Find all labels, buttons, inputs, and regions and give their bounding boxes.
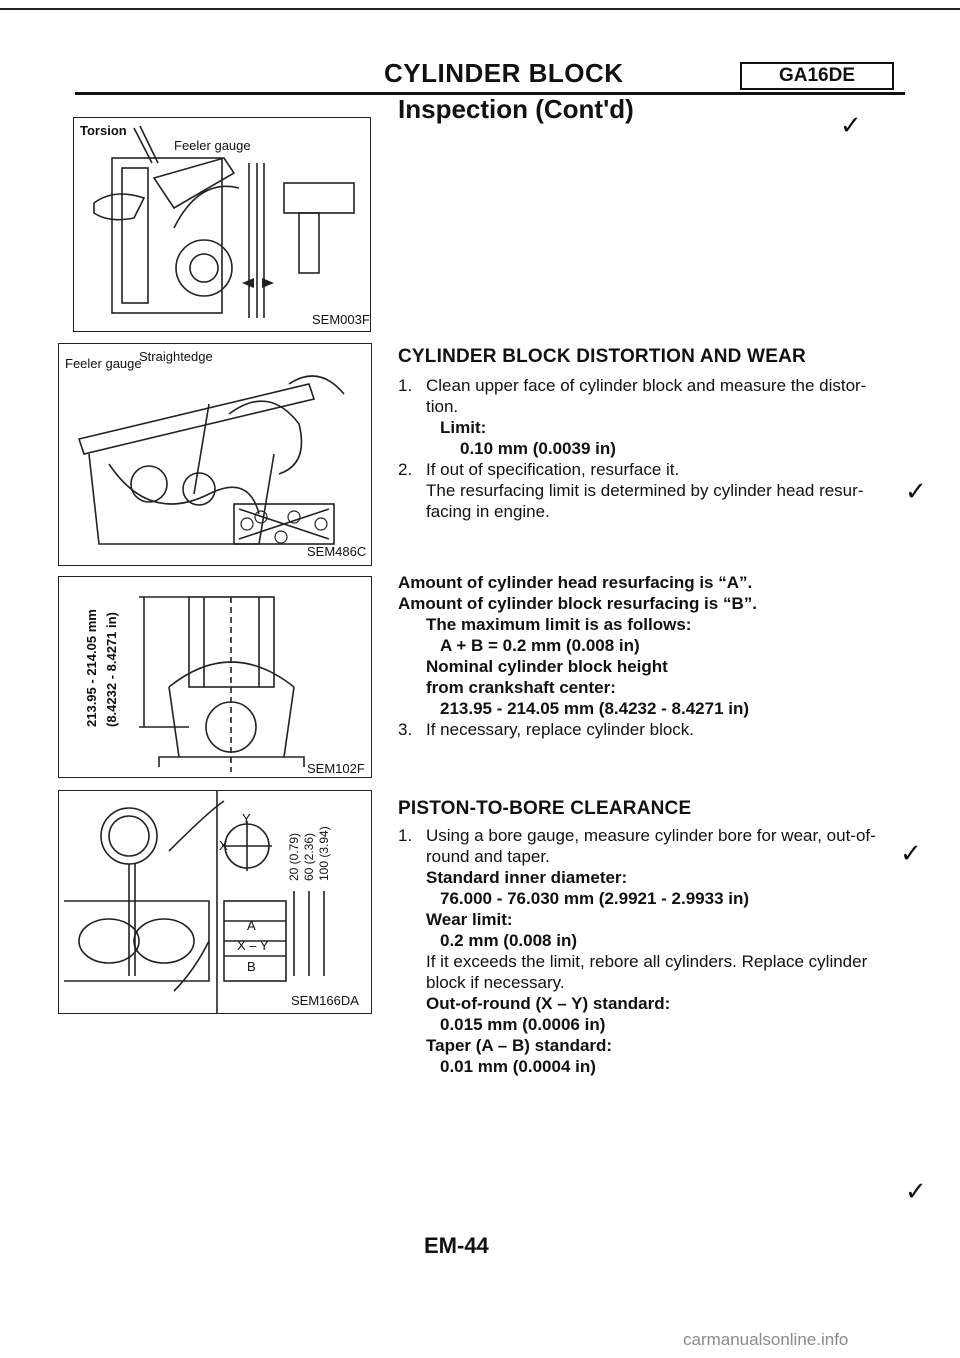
step-number: 1. <box>398 376 413 395</box>
step-number: 2. <box>398 460 413 479</box>
dimension-mm: 213.95 - 214.05 mm <box>84 609 99 727</box>
resurface-line-a: Amount of cylinder head resurfacing is “A”. <box>398 573 753 592</box>
note-text: The resurfacing limit is determined by cylinder head resur- <box>426 481 864 500</box>
section-resurfacing <box>398 572 898 740</box>
figure-code: SEM102F <box>307 761 365 776</box>
dimension-in: (8.4232 - 8.4271 in) <box>104 612 119 727</box>
figure-bore-gauge <box>58 790 372 1014</box>
engine-badge: GA16DE <box>740 62 894 90</box>
figure-code: SEM003F <box>312 312 370 327</box>
label-20mm: 20 (0.79) <box>287 832 301 881</box>
nominal-label-cont: from crankshaft center: <box>426 678 616 697</box>
label-feeler-gauge: Feeler gauge <box>174 138 251 153</box>
top-rule <box>0 8 960 10</box>
wear-label: Wear limit: <box>426 910 513 929</box>
page-subtitle: Inspection (Cont'd) <box>398 94 634 124</box>
label-100mm: 100 (3.94) <box>317 826 331 881</box>
taper-label: Taper (A – B) standard: <box>426 1036 613 1055</box>
step-number: 1. <box>398 826 413 845</box>
checkmark-icon: ✓ <box>905 476 927 506</box>
label-straightedge: Straightedge <box>139 349 213 364</box>
step-text-cont: round and taper. <box>426 847 550 866</box>
step-text: Using a bore gauge, measure cylinder bore for wear, out-of- <box>426 826 876 845</box>
formula: A + B = 0.2 mm (0.008 in) <box>440 636 640 655</box>
taper-value: 0.01 mm (0.0004 in) <box>440 1057 596 1076</box>
limit-label: Limit: <box>440 418 487 437</box>
section-title: CYLINDER BLOCK DISTORTION AND WEAR <box>398 346 806 367</box>
label-torsion: Torsion <box>80 123 127 138</box>
label-y: Y <box>242 811 251 826</box>
oor-value: 0.015 mm (0.0006 in) <box>440 1015 606 1034</box>
step-text: If out of specification, resurface it. <box>426 460 680 479</box>
checkmark-icon: ✓ <box>905 1176 927 1206</box>
std-value: 76.000 - 76.030 mm (2.9921 - 2.9933 in) <box>440 889 750 908</box>
label-feeler-gauge: Feeler gauge <box>65 356 142 371</box>
label-60mm: 60 (2.36) <box>302 832 316 881</box>
note-text-cont: facing in engine. <box>426 502 550 521</box>
step-text-cont: tion. <box>426 397 459 416</box>
page-number: EM-44 <box>424 1233 489 1258</box>
label-x-minus-y: X – Y <box>237 938 269 953</box>
label-b: B <box>247 959 256 974</box>
oor-label: Out-of-round (X – Y) standard: <box>426 994 671 1013</box>
resurface-line-b: Amount of cylinder block resurfacing is “B”. <box>398 594 757 613</box>
checkmark-icon: ✓ <box>840 110 862 140</box>
figure-torsion <box>73 117 371 332</box>
nominal-label: Nominal cylinder block height <box>426 657 668 676</box>
exceed-text: If it exceeds the limit, rebore all cylinders. Replace cylinder <box>426 952 868 971</box>
label-x: X <box>219 838 228 853</box>
std-label: Standard inner diameter: <box>426 868 628 887</box>
section-distortion <box>398 346 898 522</box>
nominal-value: 213.95 - 214.05 mm (8.4232 - 8.4271 in) <box>440 699 750 718</box>
page-title: CYLINDER BLOCK <box>384 58 624 88</box>
figure-code: SEM486C <box>307 544 367 559</box>
section-title: PISTON-TO-BORE CLEARANCE <box>398 798 692 819</box>
step-text: If necessary, replace cylinder block. <box>426 720 695 739</box>
step-text: Clean upper face of cylinder block and measure the distor- <box>426 376 867 395</box>
step-number: 3. <box>398 720 413 739</box>
bore-gauge-illustration <box>59 791 371 1013</box>
figure-block-height <box>58 576 372 778</box>
figure-straightedge <box>58 343 372 566</box>
figure-code: SEM166DA <box>291 993 359 1008</box>
straightedge-illustration <box>59 344 371 565</box>
label-a: A <box>247 918 256 933</box>
wear-value: 0.2 mm (0.008 in) <box>440 931 578 950</box>
checkmark-icon: ✓ <box>900 838 922 868</box>
watermark: carmanualsonline.info <box>683 1330 849 1349</box>
section-clearance <box>398 798 898 1077</box>
exceed-text-cont: block if necessary. <box>426 973 565 992</box>
max-limit-label: The maximum limit is as follows: <box>426 615 692 634</box>
limit-value: 0.10 mm (0.0039 in) <box>460 439 616 458</box>
